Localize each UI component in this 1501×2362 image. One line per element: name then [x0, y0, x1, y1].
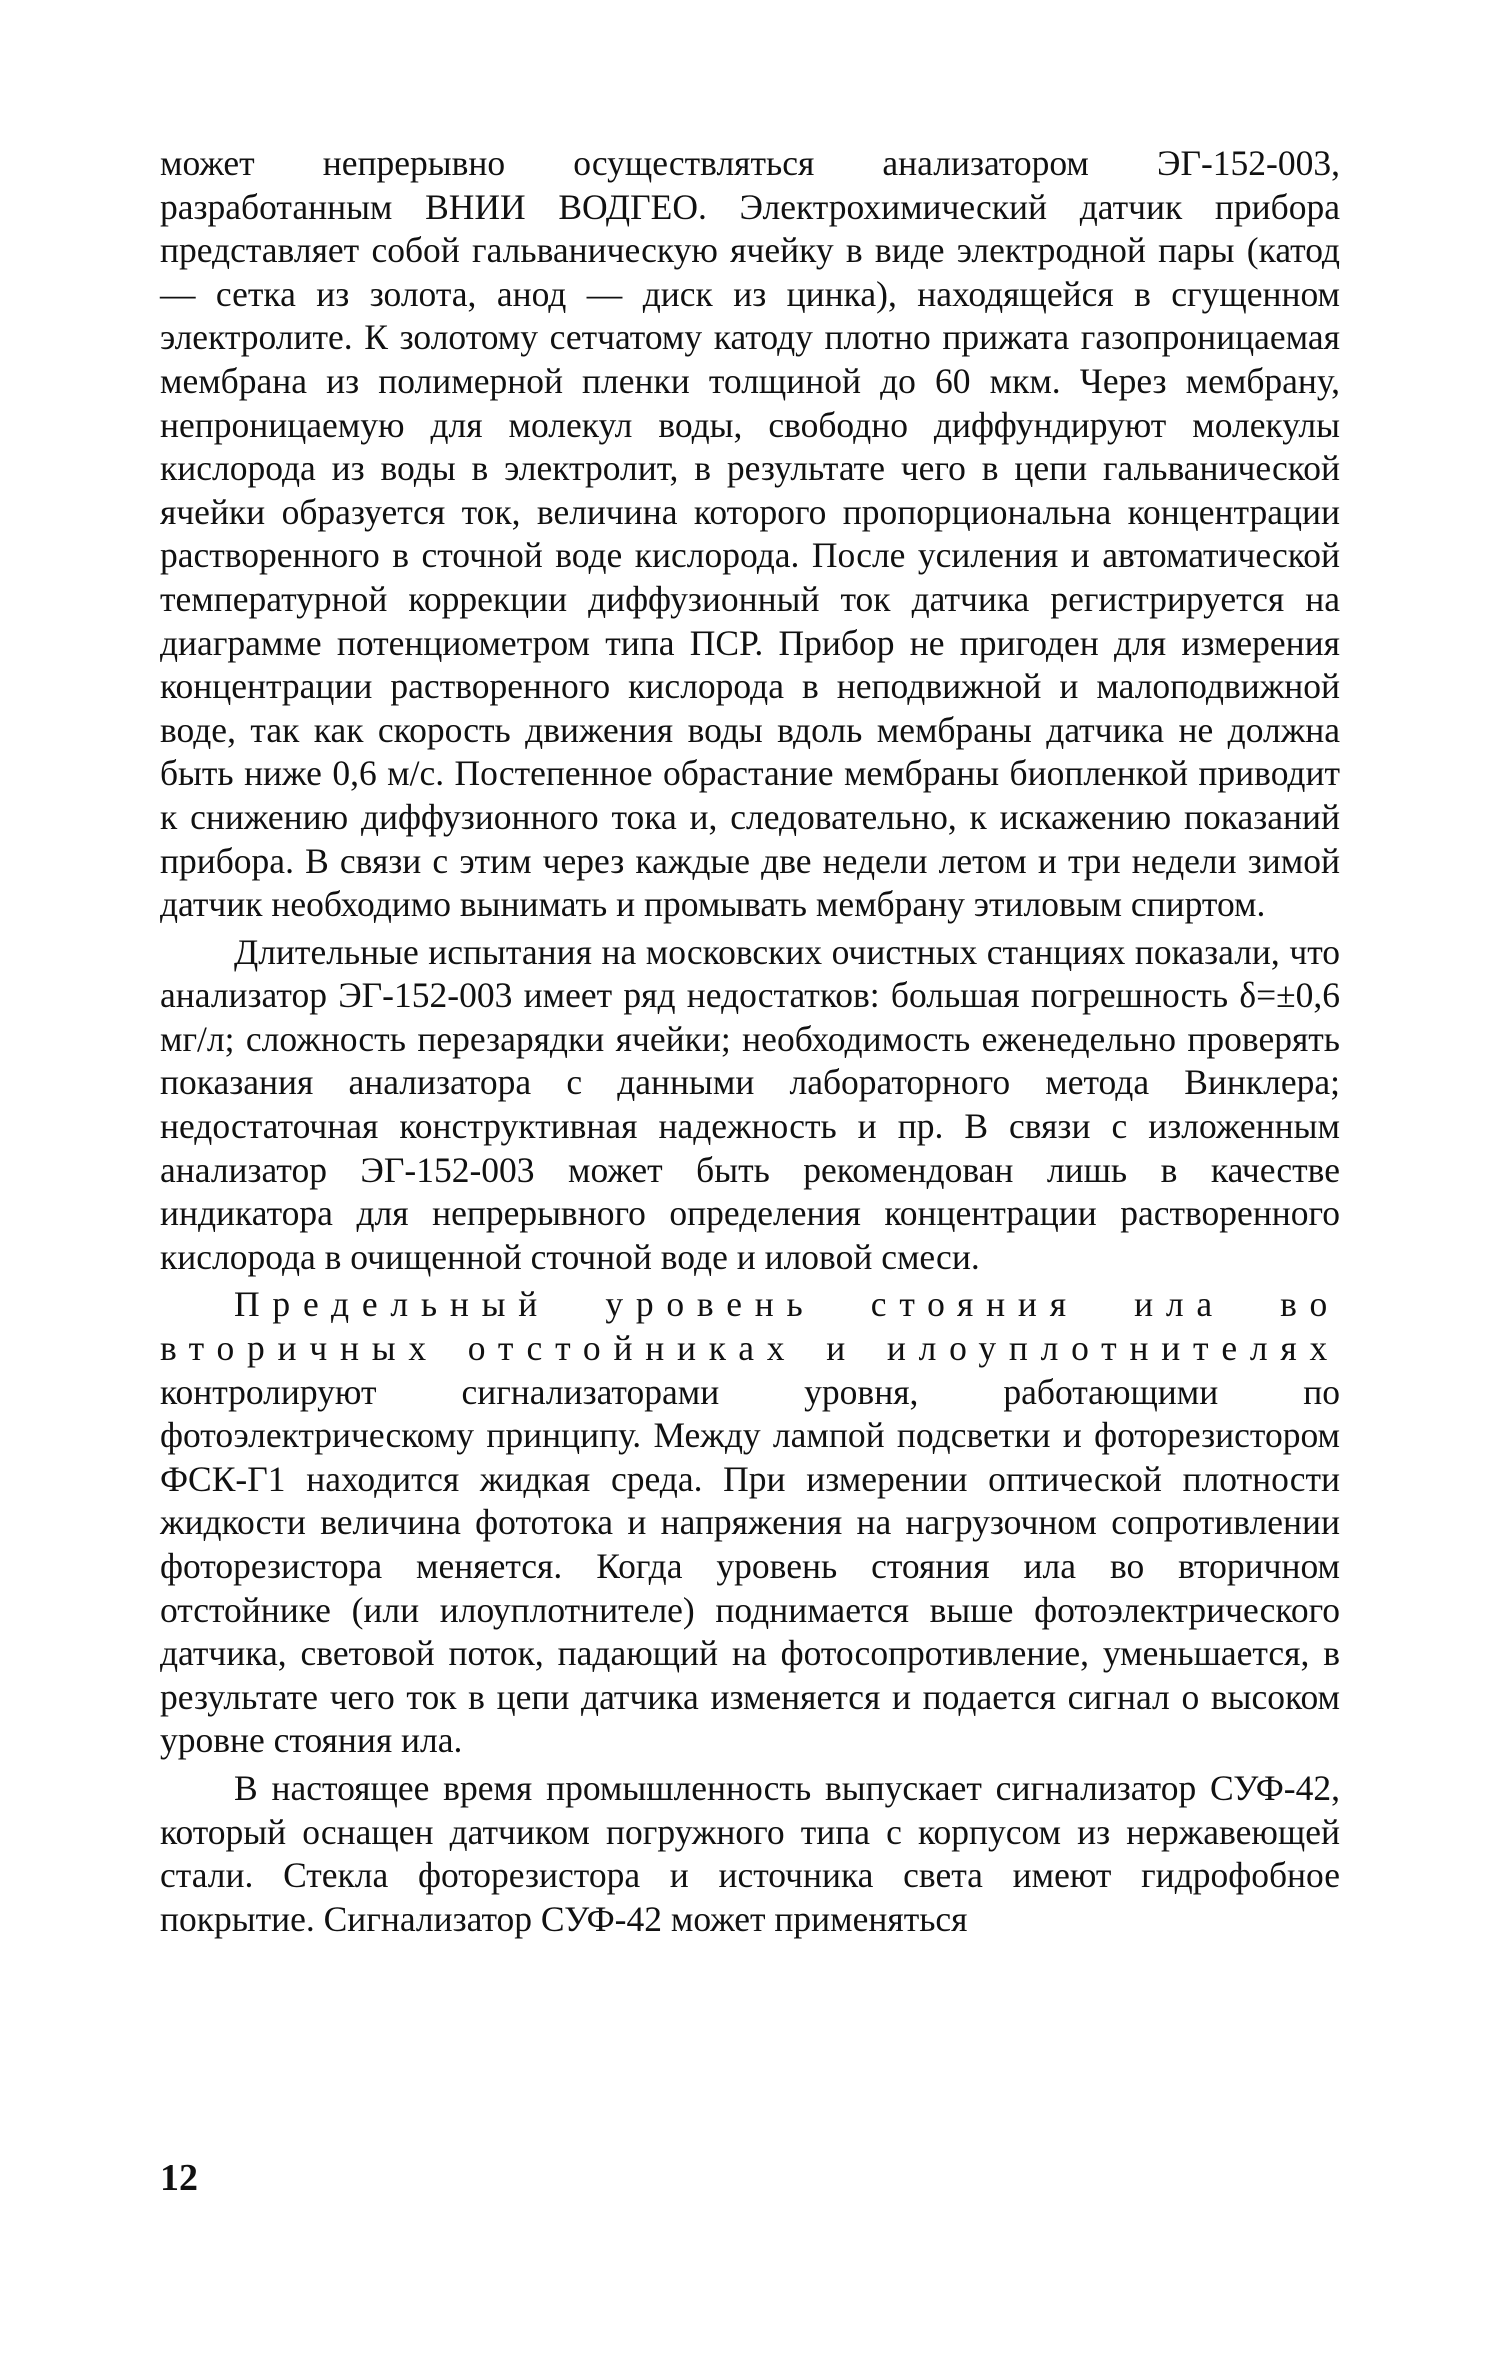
- paragraph-4-text: В настоящее время промышленность выпускает сигнализатор СУФ-42, который оснащен датчиком погружного типа с корпусом из нержавеющей стали. Стекла фоторезистора и источника света имеют гидрофобное покрытие. Сигнализатор СУФ-42 может применяться: [160, 1767, 1340, 1939]
- page-number: 12: [160, 2157, 198, 2199]
- paragraph-2: [160, 931, 1340, 1280]
- paragraph-1: [160, 142, 1340, 927]
- paragraph-3-text: контролируют сигнализаторами уровня, работающими по фотоэлектрическому принципу. Между лампой подсветки и фоторезистором ФСК-Г1 находится жидкая среда. При измерении оптической плотности жидкости величина фототока и напряжения на нагрузочном сопротивлении фоторезистора меняется. Когда уровень стояния ила во вторичном отстойнике (или илоуплотнителе) поднимается выше фотоэлектрического датчика, световой поток, падающий на фотосопротивление, уменьшается, в результате чего ток в цепи датчика изменяется и подается сигнал о высоком уровне стояния ила.: [160, 1371, 1340, 1761]
- paragraph-4: [160, 1767, 1340, 1941]
- paragraph-3: [160, 1283, 1340, 1763]
- paragraph-3-spaced-heading: Предельный уровень стояния ила во вторичных отстойниках и илоуплотнителях: [160, 1284, 1340, 1369]
- paragraph-2-text: Длительные испытания на московских очистных станциях показали, что анализатор ЭГ-152-003 имеет ряд недостатков: большая погрешность δ=±0,6 мг/л; сложность перезарядки ячейки; необходимость еженедельно проверять показания анализатора с данными лабораторного метода Винклера; недостаточная конструктивная надежность и пр. В связи с изложенным анализатор ЭГ-152-003 может быть рекомендован лишь в качестве индикатора для непрерывного определения концентрации растворенного кислорода в очищенной сточной воде и иловой смеси.: [160, 931, 1340, 1277]
- body-text: [160, 142, 1340, 1941]
- paragraph-1-text: может непрерывно осуществляться анализатором ЭГ-152-003, разработанным ВНИИ ВОДГЕО. Электрохимический датчик прибора представляет собой гальваническую ячейку в виде электродной пары (катод — сетка из золота, анод — диск из цинка), находящейся в сгущенном электролите. К золотому сетчатому катоду плотно прижата газопроницаемая мембрана из полимерной пленки толщиной до 60 мкм. Через мембрану, непроницаемую для молекул воды, свободно диффундируют молекулы кислорода из воды в электролит, в результате чего в цепи гальванической ячейки образуется ток, величина которого пропорциональна концентрации растворенного в сточной воде кислорода. После усиления и автоматической температурной коррекции диффузионный ток датчика регистрируется на диаграмме потенциометром типа ПСР. Прибор не пригоден для измерения концентрации растворенного кислорода в неподвижной и малоподвижной воде, так как скорость движения воды вдоль мембраны датчика не должна быть ниже 0,6 м/с. Постепенное обрастание мембраны биопленкой приводит к снижению диффузионного тока и, следовательно, к искажению показаний прибора. В связи с этим через каждые две недели летом и три недели зимой датчик необходимо вынимать и промывать мембрану этиловым спиртом.: [160, 143, 1340, 925]
